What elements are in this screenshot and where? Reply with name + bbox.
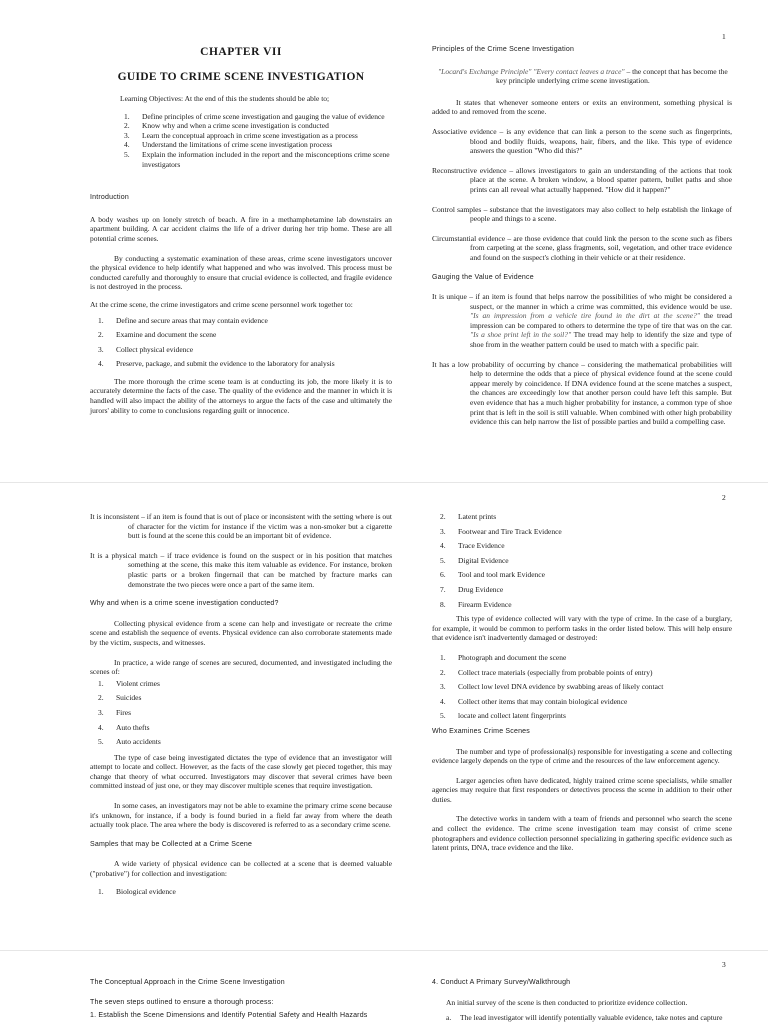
list-item-text: Tool and tool mark Evidence (458, 570, 545, 580)
list-item-text: Know why and when a crime scene investigation is conducted (142, 121, 329, 131)
scene-type-item (94, 679, 392, 689)
why-paragraph: In practice, a wide range of scenes are secured, documented, and investigated including the scenes of: (90, 657, 392, 677)
list-number: 4. (440, 696, 446, 706)
section-heading-concept: The Conceptual Approach in the Crime Scene Investigation (90, 979, 285, 986)
sample-item (436, 570, 732, 580)
intro-paragraph: By conducting a systematic examination of these areas, crime scene investigators uncover the physical evidence to help identify what happened and who was involved. This process must be conducted carefully and thoroughly to ensure that crucial evidence is collected, and fragile evidence is not destroyed in the process. (90, 253, 392, 292)
list-number: 8. (440, 599, 446, 609)
section-heading-survey: 4. Conduct A Primary Survey/Walkthrough (432, 979, 571, 986)
concept-paragraph: The seven steps outlined to ensure a thorough process: (90, 998, 274, 1006)
list-number: 1. (440, 652, 446, 662)
locard-paragraph: It states that whenever someone enters or exits an environment, something physical is added to and removed from the scene. (432, 97, 732, 117)
burglary-paragraph: This type of evidence collected will vary with the type of crime. In the case of a burglary, for example, it would be common to perform tasks in the order listed below. This will help ensure that evidence isn't inadvertently damaged or destroyed: (432, 614, 732, 643)
chapter-heading: CHAPTER VII (200, 46, 282, 58)
sample-item (436, 541, 732, 551)
scene-type-item (94, 708, 392, 718)
sample-item (436, 512, 732, 522)
step-item (94, 359, 392, 369)
samples-list-continued (436, 512, 732, 609)
list-item-text: Digital Evidence (458, 555, 509, 565)
page1-left-column (90, 45, 392, 415)
list-item-text: Collect trace materials (especially from probable points of entry) (458, 667, 653, 677)
section-heading-samples: Samples that may be Collected at a Crime Scene (90, 840, 253, 848)
list-item-text: Collect low level DNA evidence by swabbing areas of likely contact (458, 682, 664, 692)
list-number: 2. (440, 512, 446, 521)
list-number: 2. (124, 121, 130, 131)
list-item-text: Collect physical evidence (116, 344, 194, 354)
burglary-step-item (436, 653, 732, 663)
list-item-text: Explain the information included in the report and the misconceptions crime scene investigators (142, 149, 390, 169)
list-item-text: Photograph and document the scene (458, 652, 567, 662)
crime-scene-steps-list (94, 316, 392, 369)
section-heading-principles: Principles of the Crime Scene Investigation (432, 46, 575, 53)
step-heading: 1. Establish the Scene Dimensions and Identify Potential Safety and Health Hazards (90, 1012, 368, 1020)
list-item-text: locate and collect latent fingerprints (458, 711, 566, 721)
intro-paragraph: A body washes up on lonely stretch of beach. A fire in a methamphetamine lab downstairs an apartment building. A car accident claims the life of a driver during her trip home. These are all potential crime scenes. (90, 214, 392, 243)
circumstantial-evidence: Circumstantial evidence – are those evidence that could link the person to the scene such as fibers from carpeting at the scene, glass fragments, soil, vegetation, and other trace evidence and found on the suspect's clothing in their vehicle or at their residence. (432, 233, 732, 262)
list-item-text: Firearm Evidence (458, 599, 512, 609)
burglary-step-item (436, 697, 732, 707)
list-number: 5. (98, 737, 104, 747)
page3-right-column (432, 978, 732, 1023)
list-number: 4. (98, 722, 104, 732)
page-number: 3 (722, 960, 726, 969)
list-item-text: Define and secure areas that may contain evidence (116, 315, 268, 325)
scene-type-item (94, 723, 392, 733)
why-paragraph: The type of case being investigated dictates the type of evidence that an investigator will attempt to locate and collect. However, as the facts of the case slowly get pieced together, this may change that theory of what occurred. Investigators may discover that several crimes have been committed instead of just one, or they may discover multiple scenes that require investigation. (90, 752, 392, 791)
scene-type-item (94, 737, 392, 747)
list-item-text: Fires (116, 707, 131, 717)
page2-left-column (90, 512, 392, 896)
list-number: 4. (124, 140, 130, 150)
objectives-intro: Learning Objectives: At the end of this the students should be able to; (120, 94, 330, 103)
sample-item (436, 585, 732, 595)
list-number: 2. (98, 693, 104, 703)
page-number: 2 (722, 493, 726, 502)
who-paragraph: The number and type of professional(s) responsible for investigating a scene and collecting evidence largely depends on the type of crime and the resources of the law enforcement agency. (432, 746, 732, 766)
list-item-text: Violent crimes (116, 678, 160, 688)
list-item-text: Understand the limitations of crime scene investigation process (142, 140, 333, 150)
survey-item: a. The lead investigator will identify potentially valuable evidence, take notes and capture (446, 1013, 723, 1023)
step-item (94, 345, 392, 355)
objectives-list (120, 112, 392, 170)
list-number: 1. (124, 111, 130, 121)
sample-item (436, 527, 732, 537)
associative-evidence: Associative evidence – is any evidence that can link a person to the scene such as fingerprints, blood and bodily fluids, weapons, hair, fibers, and the like. This type of evidence answers the question "Who did this?" (432, 126, 732, 156)
page-divider (0, 950, 768, 951)
list-item-text: Biological evidence (116, 886, 176, 896)
page2-right-column (432, 512, 732, 853)
step-item (94, 330, 392, 340)
burglary-steps-list (436, 653, 732, 721)
list-number: 2. (440, 667, 446, 677)
objective-item (120, 131, 392, 141)
list-item-text: Latent prints (458, 512, 497, 521)
objective-item (120, 140, 392, 150)
locard-quote: "Locard's Exchange Principle" "Every contact leaves a trace" (438, 66, 625, 76)
list-number: 5. (124, 149, 130, 159)
list-number: 1. (98, 886, 104, 896)
list-item-text: Learn the conceptual approach in crime scene investigation as a process (142, 130, 358, 140)
list-item-text: Preserve, package, and submit the evidence to the laboratory for analysis (116, 359, 335, 369)
locard-principle: "Locard's Exchange Principle" "Every contact leaves a trace" – the concept that has become the key principle underlying crime scene investigation. (438, 66, 728, 86)
list-number: 5. (440, 711, 446, 721)
list-item-text: Define principles of crime scene investigation and gauging the value of evidence (142, 111, 385, 121)
inconsistent-evidence: It is inconsistent – if an item is found that is out of place or inconsistent with the setting where is out of character for the victim for instance if the victim was a non-smoker but a cigarette butt is found at the scene this could be an important bit of evidence. (90, 512, 392, 541)
list-item-text: Auto accidents (116, 737, 161, 747)
reconstructive-evidence: Reconstructive evidence – allows investigators to gain an understanding of the actions that took place at the scene. A broken window, a blood spatter pattern, bullet paths and shoe prints can all reveal what actually happened. "How did it happen?" (432, 165, 732, 194)
section-heading-why: Why and when is a crime scene investigation conducted? (90, 600, 279, 608)
unique-evidence: It is unique – if an item is found that helps narrow the possibilities of who might be considered a suspect, or the manner in which a crime was committed, this evidence would be use. "Is an impression from a vehicle tire found in the dirt at the scene?" the tread impression can be compared to others to determine the type of tire that was on the car. "Is a shoe print left in the soil?" The tread may help to identify the size and type of shoe from in the weather pattern could be used to match with a specific pair. (432, 292, 733, 350)
list-item-text: Footwear and Tire Track Evidence (458, 526, 562, 536)
list-number: 3. (124, 130, 130, 140)
survey-paragraph: An initial survey of the scene is then conducted to prioritize evidence collection. (446, 997, 688, 1007)
scene-type-item (94, 693, 392, 703)
list-number: 3. (440, 682, 446, 692)
why-paragraph: Collecting physical evidence from a scene can help and investigate or recreate the crime scene and establish the sequence of events. Physical evidence can also corroborate statements made by the victim, suspects, and witnesses. (90, 618, 392, 647)
step-item (94, 316, 392, 326)
burglary-step-item (436, 668, 732, 678)
list-item-text: Auto thefts (116, 722, 150, 732)
list-number: 4. (440, 541, 446, 551)
list-number: 1. (98, 678, 104, 688)
burglary-step-item (436, 682, 732, 692)
page-number: 1 (722, 32, 726, 41)
list-number: 2. (98, 330, 104, 340)
list-number: 5. (440, 555, 446, 565)
objective-item (120, 150, 392, 169)
list-item-text: Collect other items that may contain biological evidence (458, 696, 628, 706)
list-number: 3. (98, 344, 104, 354)
section-heading-gauging: Gauging the Value of Evidence (432, 273, 534, 281)
section-heading-who: Who Examines Crime Scenes (432, 727, 530, 735)
list-item-text: Drug Evidence (458, 584, 504, 594)
sample-item (94, 887, 392, 897)
list-item-text: Examine and document the scene (116, 330, 217, 340)
objective-item (120, 112, 392, 122)
sample-item (436, 556, 732, 566)
section-heading-introduction: Introduction (90, 194, 129, 202)
list-number: 1. (98, 315, 104, 325)
samples-list (94, 887, 392, 897)
scene-types-list (94, 679, 392, 747)
page1-right-column (432, 45, 732, 427)
list-number: 4. (98, 359, 104, 369)
samples-paragraph: A wide variety of physical evidence can be collected at a scene that is deemed valuable ("probative") for collection and investigation: (90, 859, 392, 879)
list-number: 3. (440, 526, 446, 536)
who-paragraph: Larger agencies often have dedicated, highly trained crime scene specialists, while smaller agencies may require that first responders or detectives process the scene in addition to their other duties. (432, 775, 732, 804)
page-divider (0, 482, 768, 483)
why-paragraph: In some cases, an investigators may not be able to examine the primary crime scene because it's unknown, for instance, if a body is found buried in a field far away from where the death actually took place. The area where the body is discovered is referred to as a secondary crime scene. (90, 801, 392, 830)
control-samples: Control samples – substance that the investigators may also collect to help establish the linkage of people and things to a scene. (432, 204, 732, 224)
intro-paragraph: At the crime scene, the crime investigators and crime scene personnel work together to: (90, 299, 353, 309)
list-number: 3. (98, 707, 104, 717)
chapter-title: GUIDE TO CRIME SCENE INVESTIGATION (117, 71, 365, 83)
low-probability-evidence: It has a low probability of occurring by chance – considering the mathematical probabilities will help to determine the odds that a piece of physical evidence found at the scene could appear merely by coincidence. If DNA evidence found at the scene matches a suspect, the chances are exceedingly low that another person could have left this sample. But even evidence that has a much higher probability for instance, a common type of shoe print that is left in the soil is still valuable. When combined with other high probability evidence this can help narrow the list of possible parties and build a compelling case. (432, 359, 732, 427)
intro-paragraph: The more thorough the crime scene team is at conducting its job, the more likely it is to accurately determine the facts of the case. The quality of the evidence and the manner in which it is handled will also impact the ability of the attorneys to argue the facts of the case and ultimately the jurors' ability to come to conclusions regarding guilt or innocence. (90, 376, 392, 415)
objective-item (120, 121, 392, 131)
page3-left-column (90, 978, 392, 1021)
burglary-step-item (436, 711, 732, 721)
sample-item (436, 600, 732, 610)
list-number: 7. (440, 584, 446, 594)
list-item-text: Trace Evidence (458, 541, 505, 551)
physical-match-evidence: It is a physical match – if trace evidence is found on the suspect or in his position that matches something at the scene, this make this item valuable as evidence. For instance, broken plastic parts or a broken fingernail that can be matched by fracture marks can demonstrate the two pieces were once a part of the same item. (90, 550, 392, 589)
who-paragraph: The detective works in tandem with a team of friends and personnel who search the scene and collect the evidence. The crime scene investigation team may consist of crime scene photographers and evidence collection personnel specializing in gathering specific evidence such as latent prints, DNA, trace evidence and the like. (432, 814, 732, 853)
list-item-text: Suicides (116, 693, 142, 703)
list-number: 6. (440, 570, 446, 580)
